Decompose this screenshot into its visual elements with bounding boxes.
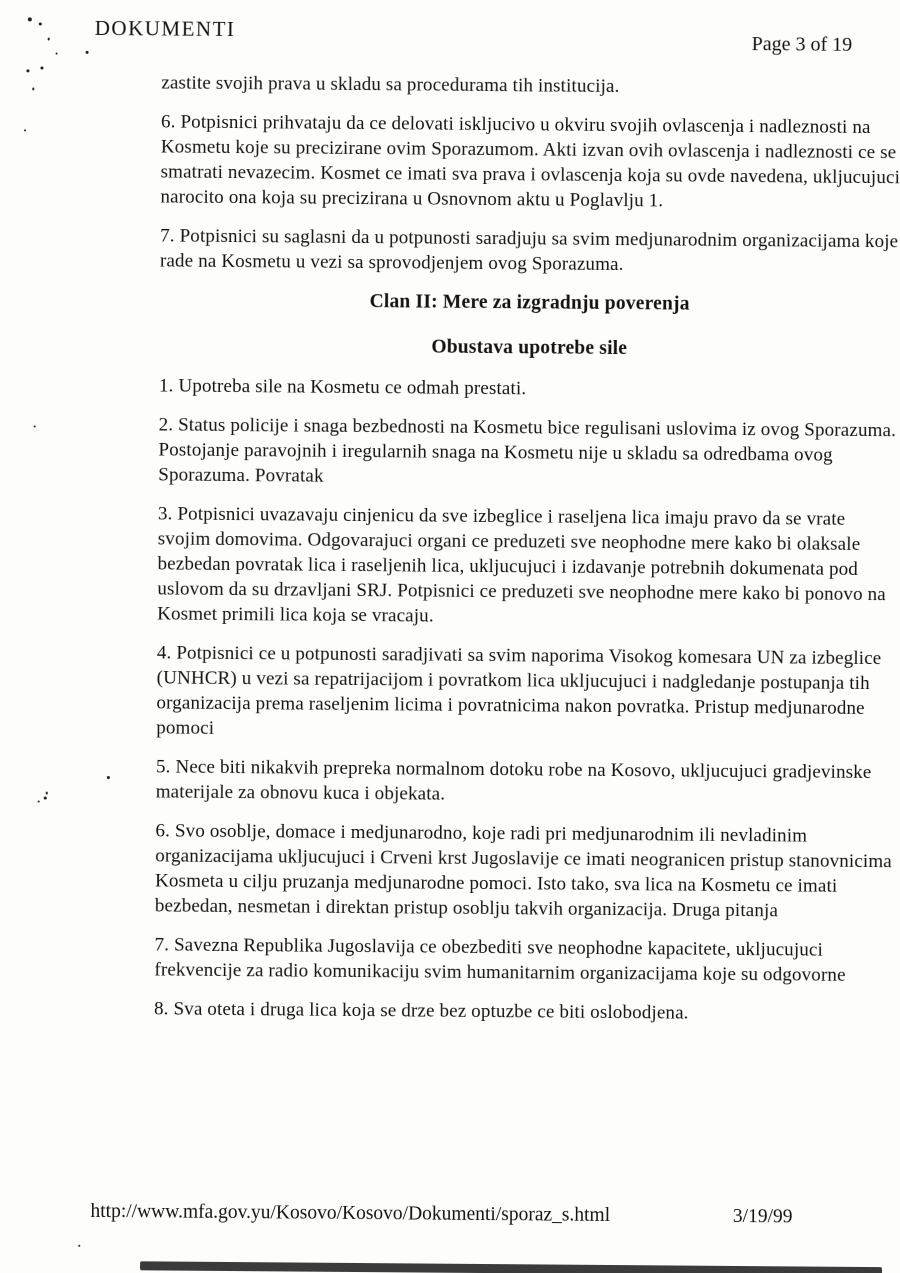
list-item-1: 1. Upotreba sile na Kosmetu ce odmah prestati. <box>158 375 527 400</box>
page-indicator: Page 3 of 19 <box>751 33 853 56</box>
scan-speckle <box>44 797 47 800</box>
print-date: 3/19/99 <box>732 1205 793 1228</box>
scan-speckle <box>46 792 48 795</box>
scan-speckle <box>32 87 34 90</box>
scan-speckle <box>38 800 40 802</box>
scan-speckle <box>26 69 29 72</box>
scan-speckle <box>24 129 26 131</box>
scan-speckle <box>107 776 110 779</box>
scan-speckle <box>86 51 89 54</box>
scan-speckle <box>28 17 32 21</box>
paragraph-6: 6. Potpisnici prihvataju da ce delovati iskljucivo u okviru svojih ovlascenja i nadleznosti na Kosmetu koje su precizirane ovim Sporazumom. Akti izvan ovih ovlascenja i nadleznosti ce se smatrati nevazecim. Kosmet ce imati sva prava i ovlascenja koja su ovde navedena, ukljucujuci narocito ona koja su precizirana u Osnovnom aktu u Poglavlju 1. <box>160 111 900 212</box>
scan-speckle <box>39 22 42 25</box>
document-body <box>154 70 900 1041</box>
page-header <box>0 0 900 56</box>
scan-speckle <box>56 53 58 55</box>
list-item-6: 6. Svo osoblje, domace i medjunarodno, koje radi pri medjunarodnim ili nevladinim organizacijama ukljucujuci i Crveni krst Jugoslavije ce imati neogranicen pristup stanovnicima Kosmeta u cilju pruzanja medjunarodne pomoci. Isto tako, sva lica na Kosmetu ce imati bezbedan, nesmetan i direktan pristup osoblju takvih organizacija. Druga pitanja <box>154 820 892 922</box>
scan-speckle <box>78 1245 80 1247</box>
list-item-2: 2. Status policije i snaga bezbednosti na Kosmetu bice regulisani uslovima iz ovog Sporazuma. Postojanje paravojnih i iregularnih snaga na Kosmetu nije u skladu sa odredbama ovog Sporazuma. Povratak <box>158 414 897 487</box>
source-url: http://www.mfa.gov.yu/Kosovo/Kosovo/Dokumenti/sporaz_s.html <box>90 1200 611 1227</box>
scan-speckle <box>34 425 36 427</box>
document-header-title: DOKUMENTI <box>94 15 236 42</box>
list-item-8: 8. Sva oteta i druga lica koja se drze bez optuzbe ce biti oslobodjena. <box>153 998 689 1024</box>
paragraph-7: 7. Potpisnici su saglasni da u potpunosti saradjuju sa svim medjunarodnim organizacijama koje rade na Kosmetu u vezi sa sprovodjenjem ovog Sporazuma. <box>159 225 899 276</box>
continuation-line: zastite svojih prava u skladu sa procedurama tih institucija. <box>161 72 620 98</box>
article-heading: Clan II: Mere za izgradnju poverenja <box>369 291 690 315</box>
scan-speckle <box>48 38 50 41</box>
page-footer <box>90 1201 792 1229</box>
list-item-3: 3. Potpisnici uvazavaju cinjenicu da sve izbeglice i raseljena lica imaju pravo da se vrate svojim domovima. Odgovarajuci organi ce preduzeti sve neophodne mere kako bi olaksale bezbedan povratak lica i raseljenih lica, ukljucujuci i izdavanje potrebnih dokumenata pod uslovom da su drzavljani SRJ. Potpisnici ce preduzeti sve neophodne mere kako bi ponovo na Kosmet primili lica koja se vracaju. <box>157 503 886 627</box>
list-item-7: 7. Savezna Republika Jugoslavija ce obezbediti sve neophodne kapacitete, ukljucujuci frekvencije za radio komunikaciju svim humanitarnim organizacijama koje su odgovorne <box>154 934 846 986</box>
list-item-5: 5. Nece biti nikakvih prepreka normalnom dotoku robe na Kosovo, ukljucujuci gradjevinske materijale za obnovu kuca i objekata. <box>155 756 872 805</box>
section-heading: Obustava upotrebe sile <box>431 336 628 360</box>
scan-artifact-bar <box>140 1261 882 1273</box>
scan-speckle <box>40 66 43 69</box>
list-item-4: 4. Potpisnici ce u potpunosti saradjivati sa svim naporima Visokog komesara UN za izbeglice (UNHCR) u vezi sa repatrijacijom i povratkom lica ukljucujuci i nadgledanje postupanja tih organizacija prema raseljenim licima i povratnicima nakon povratka. Pristup medjunarodne pomoci <box>156 642 882 739</box>
